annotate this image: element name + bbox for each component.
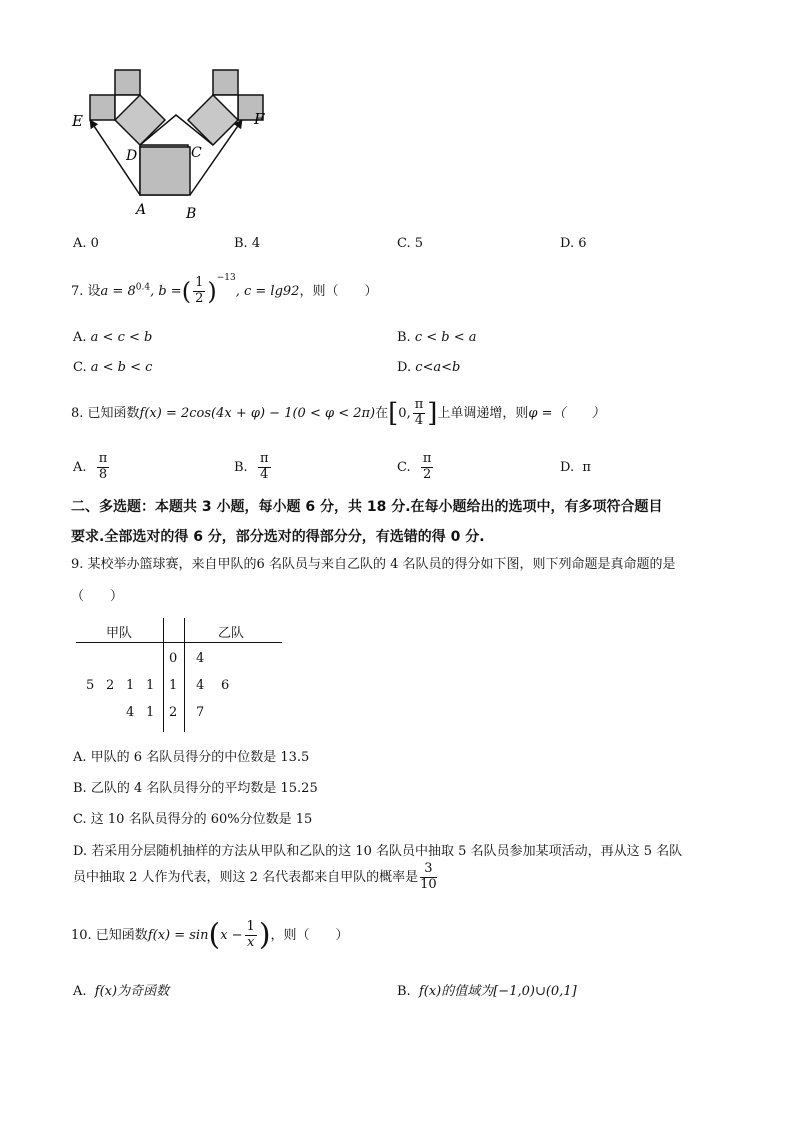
leaf-jia: 1: [146, 678, 155, 693]
q9-option-d[interactable]: D. 若采用分层随机抽样的方法从甲队和乙队的这 10 名队员中抽取 5 名队员参加某项活动，再从这 5 名队: [73, 844, 683, 859]
q7-option-c[interactable]: C. a < b < c: [73, 360, 153, 375]
q8-option-b[interactable]: B. $\frac{\pi}{4}$: [234, 451, 269, 482]
square-top-right: [213, 70, 238, 95]
leaf-jia: 5: [86, 678, 95, 693]
q7-option-a[interactable]: A. a < c < b: [73, 330, 153, 345]
q10-option-a[interactable]: A. f(x)为奇函数: [73, 984, 170, 999]
q6-option-b[interactable]: B. 4: [234, 236, 261, 251]
q9-option-a[interactable]: A. 甲队的 6 名队员得分的中位数是 13.5: [73, 750, 310, 765]
q7-option-b[interactable]: B. c < b < a: [397, 330, 477, 345]
q8-stem: 8. 已知函数f(x) = 2cos(4x + φ) − 1(0 < φ < 2π)在[0, $\frac{\pi}{4}$ ]上单调递增，则φ =（ ）: [71, 397, 605, 429]
header-yi: 乙队: [218, 626, 245, 641]
q6-option-c[interactable]: C. 5: [397, 236, 424, 251]
leaf-jia: 2: [106, 678, 115, 693]
square-top-left: [115, 70, 140, 95]
stem-1: 1: [169, 678, 178, 693]
leaf-jia: 1: [126, 678, 135, 693]
leaf-yi: 6: [221, 678, 230, 693]
label-B: B: [186, 206, 197, 222]
stem-2: 2: [169, 705, 178, 720]
q6-option-a[interactable]: A. 0: [73, 236, 99, 251]
q7-stem: 7. 设$a = 8^{0.4}$, b =( $\frac{1}{2}$ )$^{-13}$, c = lg92，则（ ）: [71, 272, 378, 306]
section-2-heading-cont: 要求.全部选对的得 6 分，部分选对的得部分分，有选错的得 0 分.: [71, 529, 485, 545]
leaf-jia: 4: [126, 705, 135, 720]
square-left: [90, 95, 115, 120]
q10-stem: 10. 已知函数f(x) = sin(x − $\frac{1}{x}$ )，则（ ）: [71, 917, 349, 953]
label-E: E: [72, 112, 83, 130]
label-D: D: [126, 148, 138, 164]
q9-stem-paren: （ ）: [71, 589, 124, 604]
leaf-yi: 4: [196, 651, 205, 666]
q6-option-d[interactable]: D. 6: [560, 236, 587, 251]
q8-option-a[interactable]: A. $\frac{\pi}{8}$: [73, 451, 108, 482]
label-A: A: [136, 202, 147, 218]
header-jia: 甲队: [106, 626, 133, 641]
q10-option-b[interactable]: B. f(x)的值域为[−1,0)∪(0,1]: [397, 984, 577, 999]
geometry-figure: [66, 60, 276, 230]
label-C: C: [191, 145, 202, 161]
label-F: F: [254, 110, 265, 128]
q9-option-b[interactable]: B. 乙队的 4 名队员得分的平均数是 15.25: [73, 781, 318, 796]
q9-option-c[interactable]: C. 这 10 名队员得分的 60%分位数是 15: [73, 812, 313, 827]
leaf-yi: 4: [196, 678, 205, 693]
leaf-yi: 7: [196, 705, 205, 720]
q9-stem: 9. 某校举办篮球赛，来自甲队的6 名队员与来自乙队的 4 名队员的得分如下图，则下列命题是真命题的是: [71, 557, 676, 572]
q9-option-d-cont: 员中抽取 2 人作为代表，则这 2 名代表都来自甲队的概率是 $\frac{3}{10}$: [73, 861, 437, 892]
q8-option-c[interactable]: C. $\frac{\pi}{2}$: [397, 451, 432, 482]
leaf-jia: 1: [146, 705, 155, 720]
q7-option-d[interactable]: D. c<a<b: [397, 360, 461, 375]
section-2-heading: 二、多选题：本题共 3 小题，每小题 6 分，共 18 分.在每小题给出的选项中，有多项符合题目: [71, 499, 663, 515]
q8-option-d[interactable]: D. π: [560, 460, 591, 475]
stem-0: 0: [169, 651, 178, 666]
stem-leaf-plot: [76, 618, 282, 732]
